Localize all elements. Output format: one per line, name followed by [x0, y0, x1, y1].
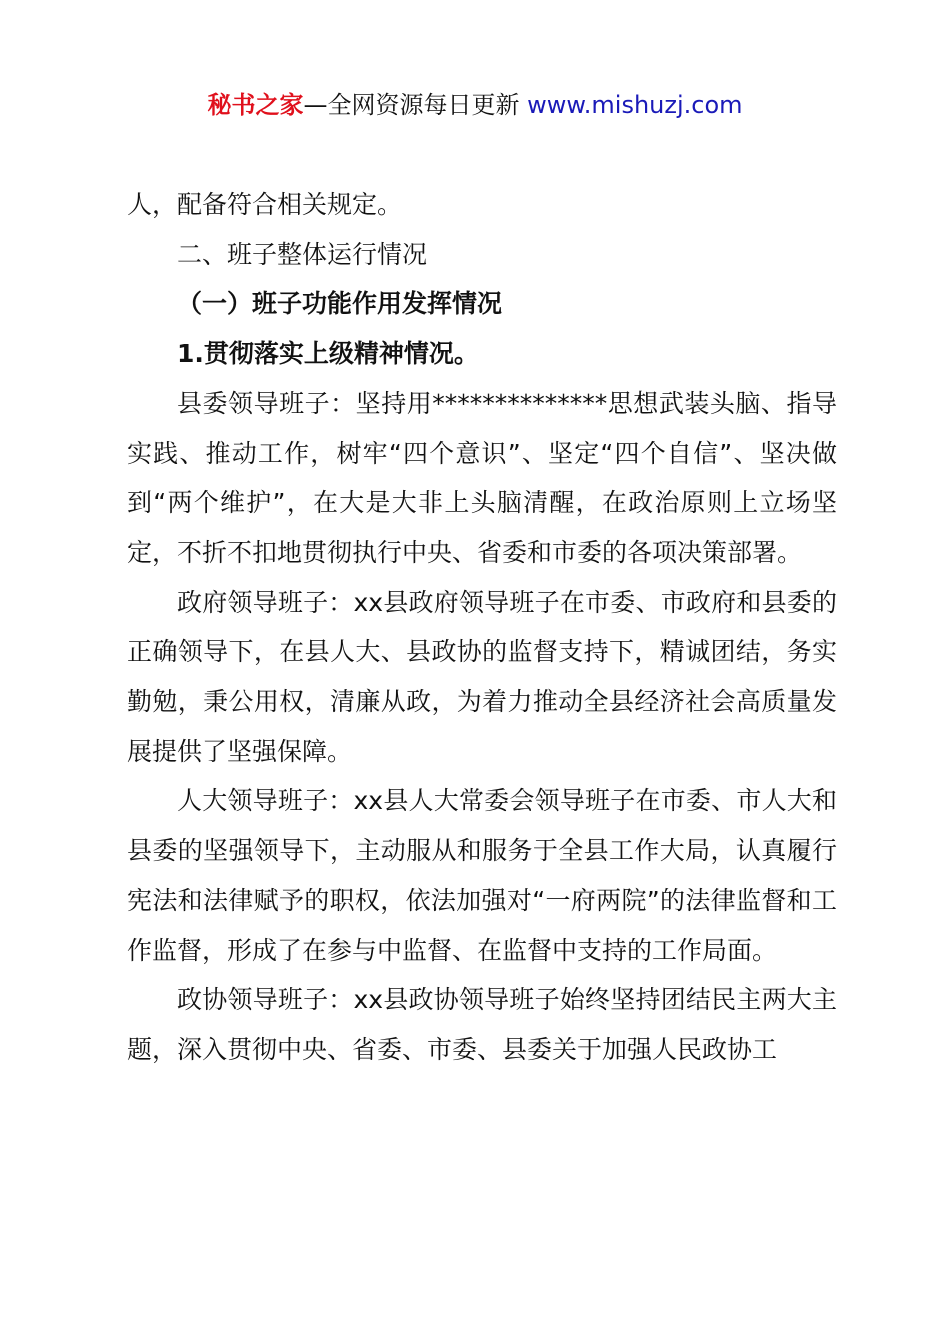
paragraph-peoples-congress: 人大领导班子：xx县人大常委会领导班子在市委、市人大和县委的坚强领导下，主动服从和服务于全县工作大局，认真履行宪法和法律赋予的职权，依法加强对“一府两院”的法律监督和工作监督，形成了在参与中监督、在监督中支持的工作局面。	[127, 786, 837, 965]
site-brand: 秘书之家	[207, 91, 304, 119]
site-url-link[interactable]: www.mishuzj.com	[527, 91, 743, 119]
section-heading: 二、班子整体运行情况	[177, 239, 428, 269]
paragraph-cppcc: 政协领导班子：xx县政协领导班子始终坚持团结民主两大主题，深入贯彻中央、省委、市委、县委关于加强人民政协工	[127, 985, 837, 1064]
site-tagline: —全网资源每日更新	[303, 91, 528, 119]
site-header	[0, 88, 950, 122]
document-body	[127, 180, 837, 1075]
item-heading: 1.贯彻落实上级精神情况。	[177, 339, 479, 369]
paragraph-continuation: 人，配备符合相关规定。	[127, 190, 403, 219]
subsection-heading: （一）班子功能作用发挥情况	[177, 289, 503, 319]
paragraph-government: 政府领导班子：xx县政府领导班子在市委、市政府和县委的正确领导下，在县人大、县政协的监督支持下，精诚团结，务实勤勉，秉公用权，清廉从政，为着力推动全县经济社会高质量发展提供了坚强保障。	[127, 587, 837, 766]
paragraph-county-committee: 县委领导班子：坚持用**************思想武装头脑、指导实践、推动工作，树牢“四个意识”、坚定“四个自信”、坚决做到“两个维护”，在大是大非上头脑清醒，在政治原则上立场坚定，不折不扣地贯彻执行中央、省委和市委的各项决策部署。	[127, 388, 837, 567]
